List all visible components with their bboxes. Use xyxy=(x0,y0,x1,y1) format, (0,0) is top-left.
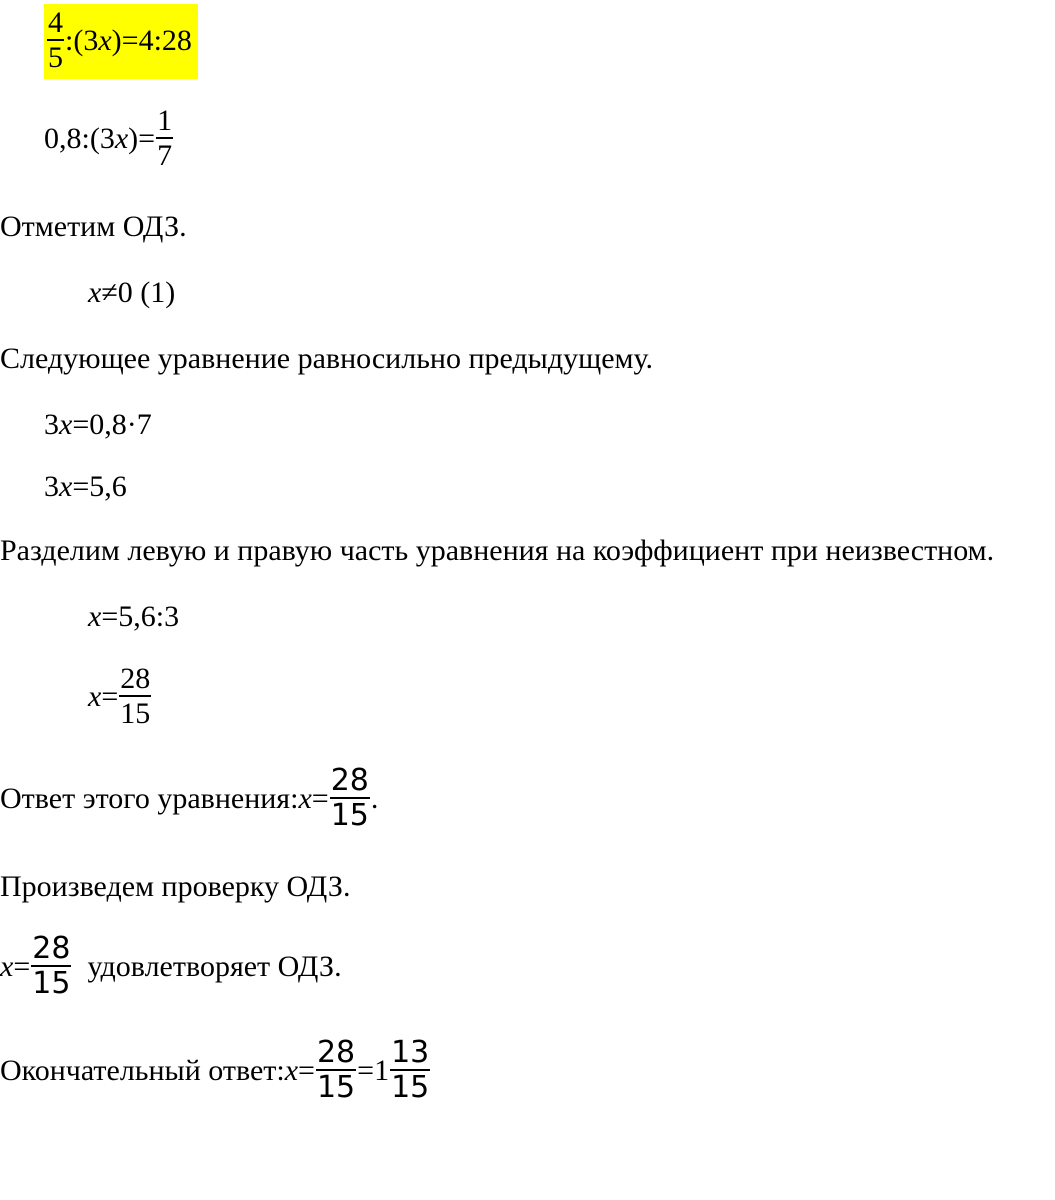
answer-line xyxy=(0,763,379,833)
equals-one: =1 xyxy=(357,1053,390,1087)
text-line-check: Произведем проверку ОДЗ. xyxy=(0,870,351,903)
equation-part: :(3 xyxy=(65,23,99,57)
equation-part: ≠0 (1) xyxy=(101,276,176,309)
equals-sign: = xyxy=(13,949,31,983)
fraction-4-5 xyxy=(47,8,64,73)
text-line-equivalent: Следующее уравнение равносильно предыдущему. xyxy=(0,342,653,375)
variable-x: x xyxy=(88,600,102,633)
fraction-denominator: 7 xyxy=(157,139,173,172)
fraction-numerator: 4 xyxy=(48,6,63,39)
highlighted-equation xyxy=(44,4,198,79)
fraction-28-15 xyxy=(119,664,151,729)
equation-line-10 xyxy=(88,664,152,729)
answer-label: Ответ этого уравнения: xyxy=(0,781,299,815)
equation-part: 3 xyxy=(44,408,59,441)
fraction-numerator: 28 xyxy=(330,763,369,798)
period: . xyxy=(370,781,379,815)
equals-sign: = xyxy=(311,781,329,815)
equation-line-6 xyxy=(44,410,152,440)
variable-x: x xyxy=(88,679,102,713)
equation-line-7 xyxy=(44,472,127,502)
fraction-28-15 xyxy=(31,931,71,1001)
fraction-28-15 xyxy=(330,763,370,833)
equation-part: =0,8·7 xyxy=(72,408,152,441)
fraction-1-7 xyxy=(156,106,173,171)
fraction-13-15 xyxy=(390,1035,430,1105)
variable-x: x xyxy=(298,781,312,815)
variable-x: x xyxy=(98,23,112,57)
equals-sign: = xyxy=(101,679,119,713)
equals-sign: = xyxy=(298,1053,315,1087)
fraction-numerator: 28 xyxy=(120,662,151,695)
variable-x: x xyxy=(59,470,73,503)
equation-part: 0,8:(3 xyxy=(44,121,115,155)
equation-part: =5,6 xyxy=(72,470,127,503)
fraction-denominator: 5 xyxy=(48,41,63,74)
equation-part: )= xyxy=(128,121,156,155)
equation-line-odz xyxy=(88,278,175,308)
fraction-numerator: 28 xyxy=(32,931,71,966)
text-line-divide: Разделим левую и правую часть уравнения на коэффициент при неизвестном. xyxy=(0,534,995,567)
check-line xyxy=(0,931,342,1001)
fraction-denominator: 15 xyxy=(316,1070,356,1105)
variable-x: x xyxy=(59,408,73,441)
check-text: удовлетворяет ОДЗ. xyxy=(72,949,342,983)
variable-x: x xyxy=(0,949,14,983)
equation-part: )=4:28 xyxy=(111,23,192,57)
fraction-denominator: 15 xyxy=(330,798,369,833)
fraction-numerator: 28 xyxy=(316,1035,356,1070)
variable-x: x xyxy=(114,121,129,155)
equation-line-9 xyxy=(88,602,179,632)
fraction-denominator: 15 xyxy=(391,1070,430,1105)
equation-line-2 xyxy=(44,106,174,171)
text-line-odz: Отметим ОДЗ. xyxy=(0,210,187,243)
fraction-numerator: 1 xyxy=(157,104,173,137)
equation-part: 3 xyxy=(44,470,59,503)
variable-x: x xyxy=(88,276,102,309)
equation-line-1 xyxy=(44,4,198,79)
fraction-numerator: 13 xyxy=(391,1035,430,1070)
equation-part: =5,6:3 xyxy=(101,600,180,633)
variable-x: x xyxy=(284,1053,299,1087)
fraction-28-15 xyxy=(316,1035,356,1105)
final-answer-label: Окончательный ответ: xyxy=(0,1053,285,1087)
fraction-denominator: 15 xyxy=(32,966,71,1001)
final-answer-line xyxy=(0,1035,431,1105)
fraction-denominator: 15 xyxy=(120,697,151,730)
